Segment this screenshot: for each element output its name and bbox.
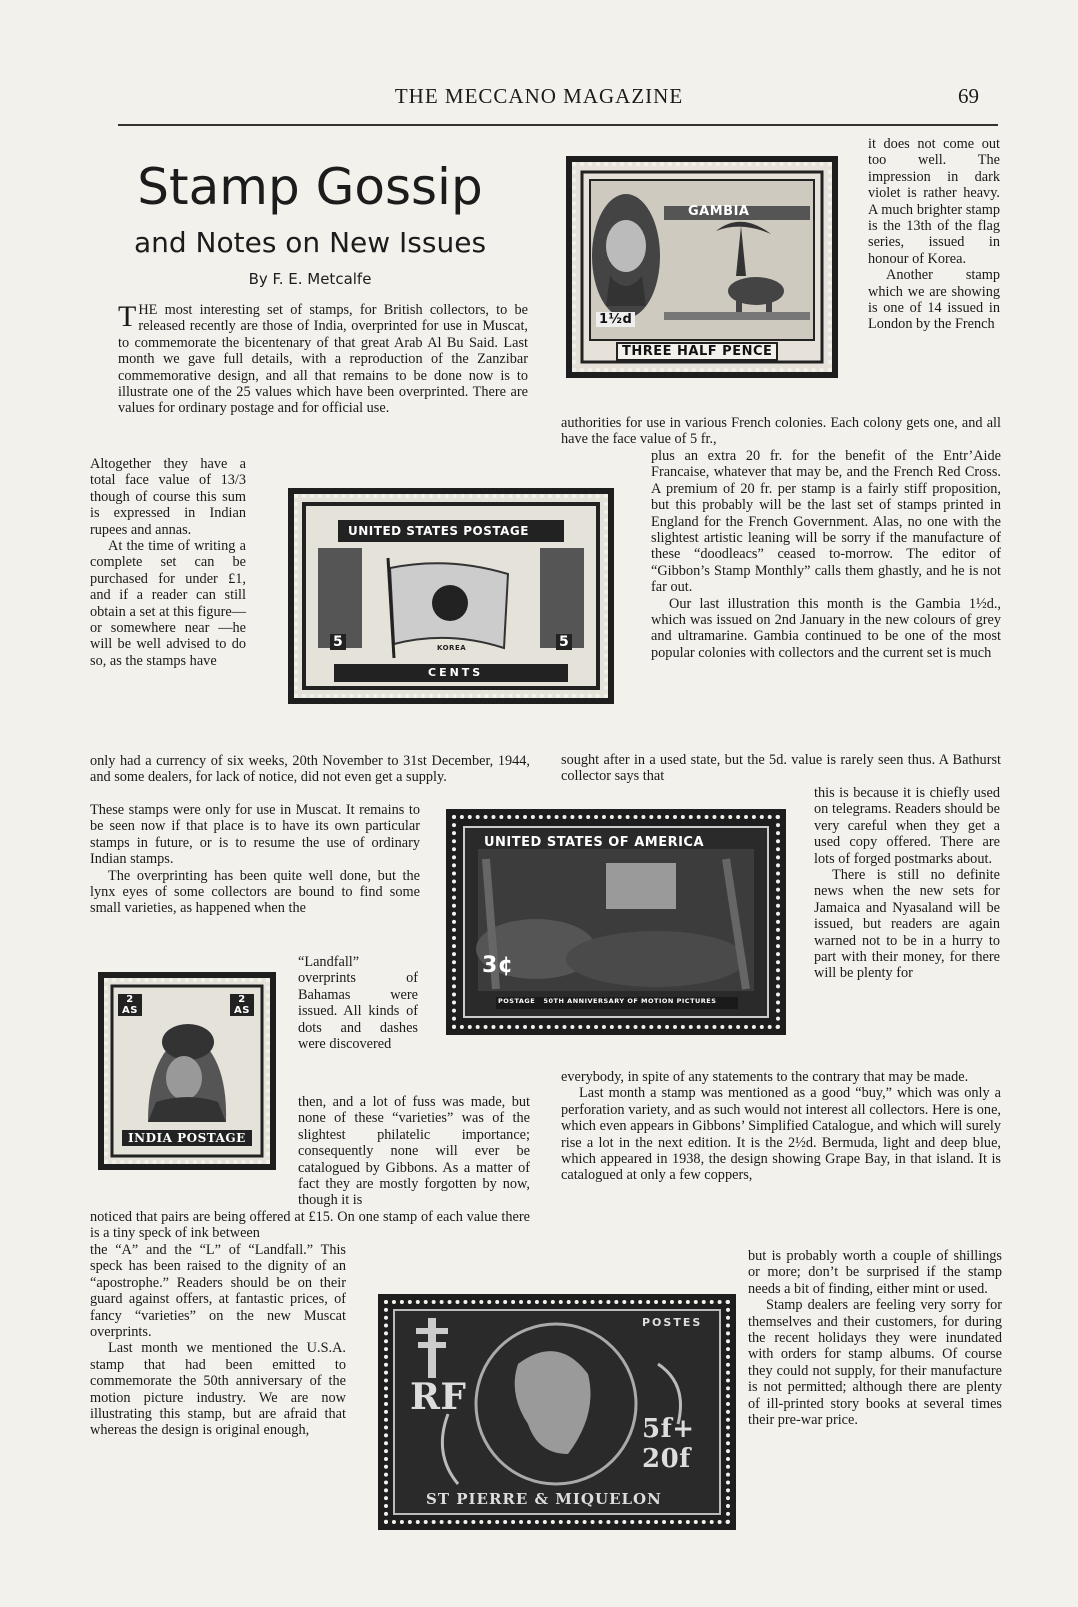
- korea-stamp-image: [294, 494, 608, 698]
- spm-bottom-label: ST PIERRE & MIQUELON: [426, 1490, 662, 1508]
- korea-center-label: KOREA: [437, 644, 467, 652]
- article-subtitle: and Notes on New Issues: [133, 226, 487, 259]
- left-full-paragraph-b: noticed that pairs are being offered at £15. On one stamp of each value there is a tiny speck of ink between: [90, 1209, 530, 1242]
- left-after-india: then, and a lot of fuss was made, but none of these “varieties” was of the slightest philatelic importance; consequently none will ever be catalogued by Gibbons. As a matter of fact they are mostly forgotten by now, though it is: [298, 1094, 530, 1209]
- korea-top-label: UNITED STATES POSTAGE: [348, 524, 529, 538]
- gambia-value-label: 1½d: [596, 312, 635, 327]
- gambia-stamp-art: [576, 166, 828, 368]
- right-full-paragraph-b: sought after in a used state, but the 5d. value is rarely seen thus. A Bathurst collector says that: [561, 752, 1001, 785]
- india-stamp-image: [104, 978, 270, 1164]
- usa-stamp-image: [452, 815, 780, 1029]
- page-number: 69: [958, 84, 979, 108]
- spm-monogram: RF: [410, 1376, 467, 1418]
- magazine-title: THE MECCANO MAGAZINE: [394, 84, 684, 108]
- right-full-paragraph-a: authorities for use in various French colonies. Each colony gets one, and all have the face value of 5 fr.,: [561, 415, 1001, 448]
- left-landfall-narrow: “Landfall” overprints of Bahamas were issued. All kinds of dots and dashes were discovered: [298, 954, 418, 1053]
- right-mid-paragraphs: plus an extra 20 fr. for the benefit of the Entr’Aide Francaise, whatever that may be, and the French Red Cross. A premium of 20 fr. per stamp is a fairly stiff proposition, but this probably will be the last set of stamps printed in England for the French Government. Alas, no one with the slightest artistic leaning will be sorry if the manufacture of these “doodleacs” ceased to-morrow. The editor of “Gibbon’s Stamp Monthly” calls them ghastly, and he is not far out. Our last illustration this month is the Gambia 1½d., which was issued on 2nd January in the new colours of grey and ultramarine. Gambia continued to be one of the most popular colonies with collectors and the current set is much: [651, 448, 1001, 661]
- right-bottom-paragraphs: but is probably worth a couple of shillings or more; don’t be surprised if the stamp needs a bit of finding, either mint or used. Stamp dealers are feeling very sorry for themselves and their customers, for during the recent holidays they were inundated with orders for stamp albums. Of course they could not supply, for their manufacture is not permitted; although there are plenty of ill-printed story books at several times their pre-war price.: [748, 1248, 1002, 1429]
- usa-top-label: UNITED STATES OF AMERICA: [484, 835, 705, 850]
- right-full-paragraphs-c: everybody, in spite of any statements to the contrary that may be made. Last month a stamp was mentioned as a good “buy,” which was only a perforation variety, and as such would not interest all collectors. Here is one, which even appears in Gibbons’ Simplified Catalogue, and which will surely rise a lot in the next edition. It is the 2½d. Bermuda, light and deep blue, which appeared in 1938, the design showing Grape Bay, in that island. It is catalogued at only a few coppers,: [561, 1069, 1001, 1184]
- left-mid-paragraphs: These stamps were only for use in Muscat. It remains to be seen now if that place is to have its own particular stamps in future, or is to resume the use of ordinary Indian stamps. The overprinting has been quite well done, but the lynx eyes of some collectors are bound to find some small varieties, as happened when the: [90, 802, 420, 917]
- left-bottom-paragraphs: the “A” and the “L” of “Landfall.” This speck has been raised to the dignity of an “apostrophe.” Readers should be on their guard against offers, at fantastic prices, of fancy “varieties” on the new Muscat overprints. Last month we mentioned the U.S.A. stamp that had been emitted to commemorate the 50th anniversary of the motion picture industry. We are now illustrating this stamp, but are afraid that whereas the design is original enough,: [90, 1242, 346, 1439]
- gambia-stamp-image: [572, 162, 832, 372]
- spm-stamp-image: [384, 1300, 730, 1524]
- left-narrow-paragraph-a: Altogether they have a total face value of 13/3 though of course this sum is expressed in Indian rupees and annas. At the time of writing a complete set can be purchased for under £1, and if a reader can still obtain a set at this figure— or somewhere near —he will be well advised to do so, as the stamps have: [90, 456, 246, 669]
- gambia-top-label: GAMBIA: [688, 204, 750, 219]
- intro-paragraph: THE most interesting set of stamps, for British collectors, to be released recently are those of India, overprinted for use in Muscat, to commemorate the bicentenary of that great Arab Al Bu Said. Last month we gave full details, with a reproduction of the Zanzibar commemorative design, and all that remains to be done now is to illustrate one of the 25 values which have been overprinted. There are values for ordinary postage and for official use.: [118, 300, 528, 417]
- india-bottom-label: INDIA POSTAGE: [122, 1130, 252, 1146]
- korea-value-right: 5: [556, 634, 572, 650]
- article-byline: By F. E. Metcalfe: [248, 270, 372, 288]
- usa-bottom-label: POSTAGE 50TH ANNIVERSARY OF MOTION PICTURES: [498, 997, 717, 1005]
- right-top-narrow: it does not come out too well. The impression in dark violet is rather heavy. A much brighter stamp is the 13th of the flag series, issued in honour of Korea. Another stamp which we are showing is one of 14 issued in London by the French: [868, 136, 1000, 333]
- india-value-left: 2 AS: [118, 994, 142, 1016]
- article-title: Stamp Gossip: [137, 158, 483, 216]
- korea-bottom-label: CENTS: [428, 666, 484, 679]
- spm-top-label: POSTES: [642, 1316, 703, 1329]
- right-narrow-paragraphs: this is because it is chiefly used on telegrams. Readers should be very careful when they get a used copy offered. There are lots of forged postmarks about. There is still no definite news when the new sets for Jamaica and Nyasaland will be issued, but readers are again warned not to be in a hurry to part with their money, for there will be plenty for: [814, 785, 1000, 982]
- drop-cap: T: [118, 300, 137, 333]
- spm-value-label: 5f+ 20f: [642, 1414, 695, 1474]
- usa-value-label: 3¢: [482, 953, 514, 978]
- left-full-paragraph-a: only had a currency of six weeks, 20th November to 31st December, 1944, and some dealers, for lack of notice, did not even get a supply.: [90, 753, 530, 786]
- india-value-right: 2 AS: [230, 994, 254, 1016]
- korea-value-left: 5: [330, 634, 346, 650]
- gambia-bottom-label: THREE HALF PENCE: [616, 342, 778, 361]
- header-rule: [118, 124, 998, 126]
